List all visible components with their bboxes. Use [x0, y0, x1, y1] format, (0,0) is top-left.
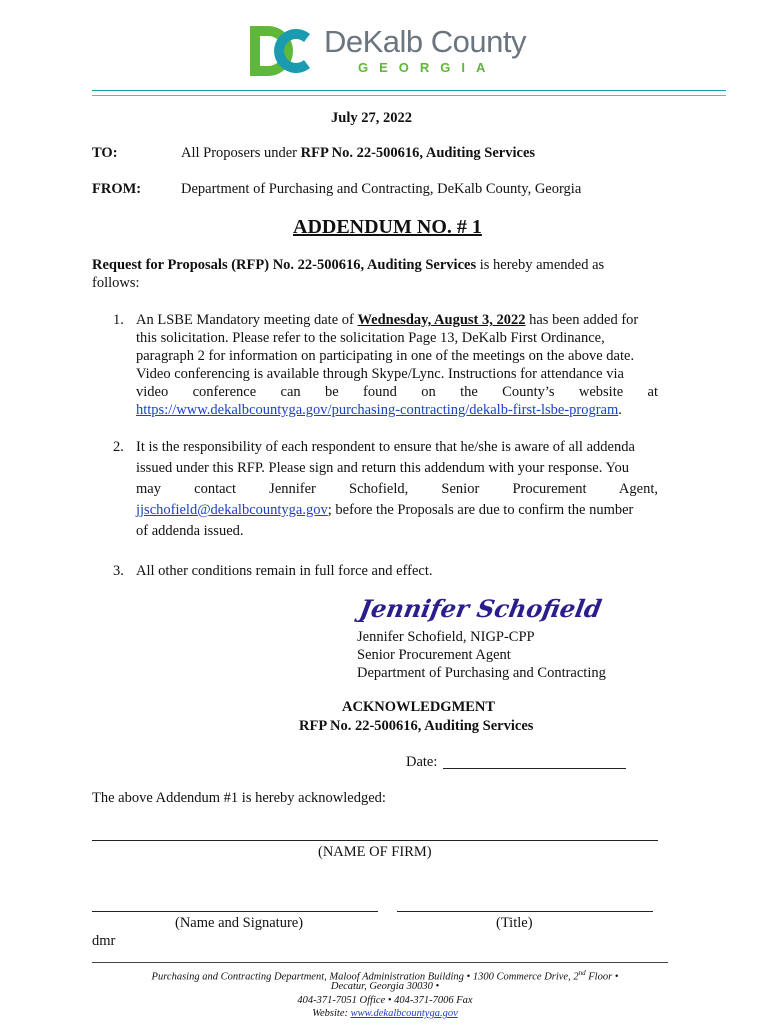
- addendum-title: ADDENDUM NO. # 1: [293, 216, 482, 238]
- intro-rest: is hereby amended as: [476, 257, 605, 273]
- intro-bold: Request for Proposals (RFP) No. 22-500616, Auditing Services: [92, 257, 477, 273]
- footer-line2: Decatur, Georgia 30030 •: [330, 981, 440, 992]
- item2-line1: It is the responsibility of each respondent to ensure that he/she is aware of all addenda: [136, 439, 635, 455]
- to-rfp: RFP No. 22-500616, Auditing Services: [300, 145, 536, 161]
- item1-line5: video conference can be found on the County’s website at: [136, 384, 658, 400]
- dc-logo-mark-icon: [248, 24, 312, 78]
- meeting-date: Wednesday, August 3, 2022: [357, 312, 526, 328]
- item2-number: 2.: [113, 439, 124, 455]
- item1-line4: Video conferencing is available through Skype/Lync. Instructions for attendance via: [136, 366, 624, 382]
- signer-name: Jennifer Schofield, NIGP-CPP: [357, 629, 535, 645]
- from-text: Department of Purchasing and Contracting, DeKalb County, Georgia: [181, 181, 582, 197]
- to-line: [181, 144, 535, 162]
- item1-text-a: An LSBE Mandatory meeting date of: [136, 312, 358, 328]
- footer-floor: Floor •: [585, 971, 619, 983]
- email-link[interactable]: jjschofield@dekalbcountyga.gov: [136, 502, 328, 518]
- footer-rule: [92, 962, 668, 963]
- footer-address: Purchasing and Contracting Department, Maloof Administration Building • 1300 Commerce Drive, 2: [151, 971, 579, 983]
- memo-date: July 27, 2022: [331, 110, 412, 126]
- item1-period: .: [618, 402, 622, 418]
- intro-line2: follows:: [92, 275, 140, 291]
- title-label: (Title): [496, 915, 533, 931]
- date-label: Date:: [406, 754, 438, 770]
- logo-state: GEORGIA: [358, 60, 497, 75]
- firm-name-field[interactable]: [92, 840, 658, 841]
- lsbe-program-link[interactable]: https://www.dekalbcountyga.gov/purchasing-contracting/dekalb-first-lsbe-program: [136, 402, 619, 418]
- item1-text-c: has been added for: [525, 312, 639, 328]
- name-signature-field[interactable]: [92, 911, 378, 912]
- to-prefix: All Proposers under: [181, 145, 301, 161]
- ack-heading: ACKNOWLEDGMENT: [342, 699, 496, 715]
- item2-line3: may contact Jennifer Schofield, Senior Procurement Agent,: [136, 481, 658, 497]
- to-label: TO:: [92, 145, 118, 161]
- signer-title: Senior Procurement Agent: [357, 647, 511, 663]
- item2-line5: of addenda issued.: [136, 523, 244, 539]
- item2-line4-rest: ; before the Proposals are due to confirm the number: [327, 502, 634, 518]
- logo-name: DeKalb County: [324, 24, 527, 59]
- footer-line3: 404-371-7051 Office • 404-371-7006 Fax: [297, 995, 473, 1006]
- ack-rfp: RFP No. 22-500616, Auditing Services: [299, 718, 534, 734]
- header-rule-teal: [92, 90, 726, 91]
- intro-line1: [92, 256, 604, 274]
- website-link[interactable]: www.dekalbcountyga.gov: [350, 1008, 458, 1019]
- item1-line3: paragraph 2 for information on participating in one of the meetings on the above date.: [136, 348, 635, 364]
- from-label: FROM:: [92, 181, 142, 197]
- ack-statement: The above Addendum #1 is hereby acknowledged:: [92, 790, 386, 806]
- dekalb-logo: [248, 24, 538, 80]
- item1-line2: this solicitation. Please refer to the solicitation Page 13, DeKalb First Ordinance,: [136, 330, 605, 346]
- item1-line1: [136, 311, 638, 329]
- footer-line4: [55, 1007, 715, 1021]
- signature-underline: [356, 621, 364, 622]
- item2-line4: [136, 501, 633, 519]
- signer-department: Department of Purchasing and Contracting: [357, 665, 606, 681]
- item3-number: 3.: [113, 563, 124, 579]
- initials: dmr: [92, 933, 116, 949]
- signature-script: Jennifer Schofield: [357, 594, 604, 623]
- name-signature-label: (Name and Signature): [175, 915, 304, 931]
- footer-website-label: Website:: [312, 1008, 351, 1019]
- title-field[interactable]: [397, 911, 653, 912]
- firm-label: (NAME OF FIRM): [318, 844, 432, 860]
- item3-text: All other conditions remain in full force and effect.: [136, 563, 433, 579]
- date-field[interactable]: [443, 768, 626, 769]
- item1-line6: [136, 401, 622, 419]
- item2-line2: issued under this RFP. Please sign and return this addendum with your response. You: [136, 460, 629, 476]
- header-rule-green: [92, 95, 726, 96]
- item1-number: 1.: [113, 312, 124, 328]
- footer-sup: nd: [578, 969, 586, 977]
